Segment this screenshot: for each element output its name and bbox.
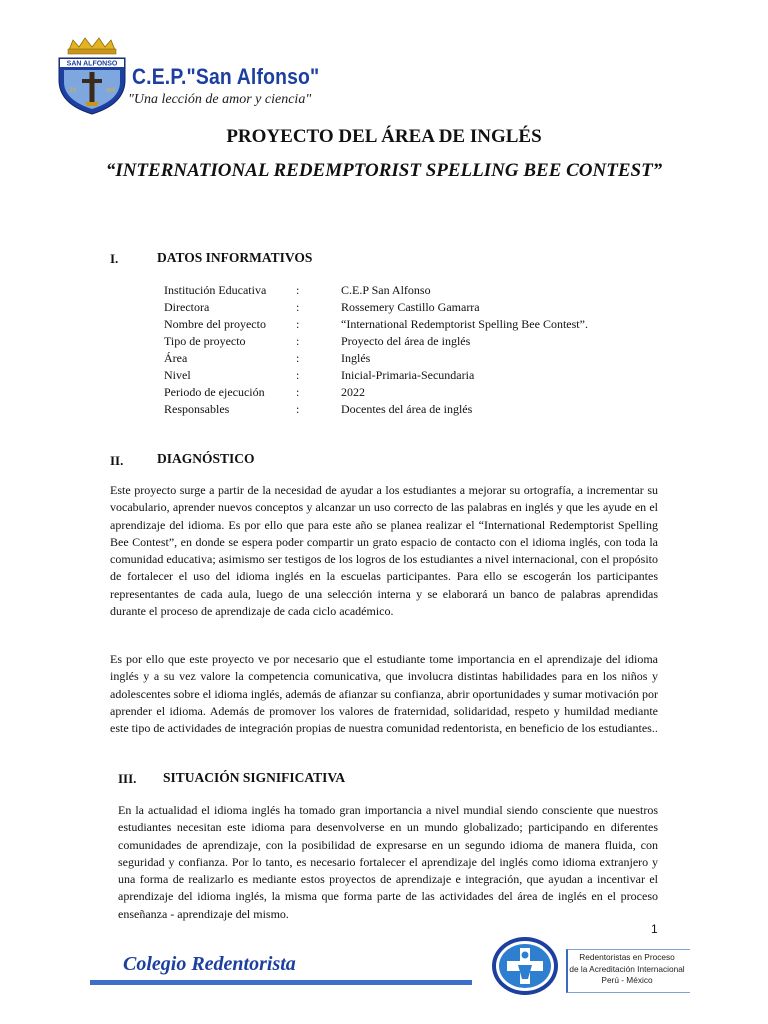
info-label: Tipo de proyecto xyxy=(164,334,246,348)
school-motto: "Una lección de amor y ciencia" xyxy=(128,92,312,107)
info-label: Nombre del proyecto xyxy=(164,317,266,331)
info-label: Institución Educativa xyxy=(164,283,267,297)
info-value: Proyecto del área de inglés xyxy=(341,334,471,348)
info-value: C.E.P San Alfonso xyxy=(341,283,431,297)
info-separator: : xyxy=(296,334,300,348)
info-value: Rossemery Castillo Gamarra xyxy=(341,300,480,314)
svg-text:SAN ALFONSO: SAN ALFONSO xyxy=(66,60,118,68)
school-crest-logo xyxy=(57,36,127,116)
document-subtitle: “INTERNATIONAL REDEMPTORIST SPELLING BEE CONTEST” xyxy=(105,160,663,181)
info-label: Directora xyxy=(164,300,210,314)
info-separator: : xyxy=(296,402,300,416)
footer-school-name: Colegio Redentorista xyxy=(123,953,296,975)
info-value: “International Redemptorist Spelling Bee Contest”. xyxy=(341,317,588,331)
section-1-number: I. xyxy=(110,251,119,266)
page-number: 1 xyxy=(651,922,658,936)
info-label: Área xyxy=(164,351,188,365)
situacion-paragraph: En la actualidad el idioma inglés ha tomado gran importancia a nivel mundial siendo consciente que nuestros estudiantes necesitan este idioma para desenvolverse en un mundo globalizado; participando en diferentes comunidades de aprendizaje, con la posibilidad de expresarse en un segundo idioma de manera fluida, con seguridad y confianza. Por lo tanto, es necesario fortalecer el aprendizaje del inglés como idioma extranjero y una forma de realizarlo es mediante estos proyectos de aprendizaje e integración, que ayudan a incentivar el aprendizaje del idioma inglés, la misma que forma parte de las actividades del área de inglés en el proceso enseñanza - aprendizaje del mismo. xyxy=(118,803,658,921)
info-separator: : xyxy=(296,300,300,314)
info-value: 2022 xyxy=(341,385,365,399)
document-title: PROYECTO DEL ÁREA DE INGLÉS xyxy=(226,126,542,147)
diagnostico-paragraph-2: Es por ello que este proyecto ve por necesario que el estudiante tome importancia en el aprendizaje del idioma inglés y a su vez valore la competencia comunicativa, que involucra distintas habilidades para en los niños y adolescentes sobre el idioma inglés, además de afianzar su confianza, abrir oportunidades y sumar motivación por aprender el idioma. Además de promover los valores de fraternidad, solidaridad, respeto y humildad mediante este tipo de actividades de integración propias de nuestra comunidad redentorista, en beneficio de los estudiantes.. xyxy=(110,652,658,736)
section-1-title: DATOS INFORMATIVOS xyxy=(157,250,313,265)
info-label: Nivel xyxy=(164,368,191,382)
info-label: Responsables xyxy=(164,402,230,416)
accreditation-line-1: Redentoristas en Proceso xyxy=(579,952,675,962)
info-separator: : xyxy=(296,385,300,399)
accreditation-line-2: de la Acreditación Internacional xyxy=(569,963,685,974)
svg-text:JS: JS xyxy=(69,88,77,94)
info-value: Inglés xyxy=(341,351,371,365)
footer-divider xyxy=(90,980,472,985)
info-separator: : xyxy=(296,317,300,331)
section-3-title: SITUACIÓN SIGNIFICATIVA xyxy=(163,770,346,785)
section-2-title: DIAGNÓSTICO xyxy=(157,451,255,466)
info-separator: : xyxy=(296,351,300,365)
accreditation-logo xyxy=(490,935,560,997)
info-separator: : xyxy=(296,283,300,297)
school-name: C.E.P."San Alfonso" xyxy=(132,64,320,89)
diagnostico-paragraph-1: Este proyecto surge a partir de la necesidad de ayudar a los estudiantes a mejorar su ortografía, a incrementar su vocabulario, aprender nuevos conceptos y alcanzar un uso correcto de las palabras en inglés y que les ayude en el aprendizaje del idioma. Es por ello que para este año se planea realizar el “International Redemptorist Spelling Bee Contest”, en donde se espera poder compartir un grato espacio de contacto con el idioma inglés, con toda la comunidad educativa; asimismo ser testigos de los logros de los estudiantes a nivel internacional, con el propósito de fortalecer el uso del idioma inglés en la escuelas participantes. Para ello se escogerán los participantes representantes de cada aula, luego de una selección interna y se elaborará un banco de palabras aprendidas durante el proceso de aprendizaje de cada ciclo académico. xyxy=(110,483,658,619)
section-3-number: III. xyxy=(118,771,137,786)
info-separator: : xyxy=(296,368,300,382)
section-2-number: II. xyxy=(110,453,124,468)
info-value: Docentes del área de inglés xyxy=(341,402,473,416)
accreditation-line-3: Perú - México xyxy=(601,975,653,985)
info-value: Inicial-Primaria-Secundaria xyxy=(341,368,475,382)
svg-text:MA: MA xyxy=(106,88,116,94)
accreditation-text xyxy=(566,952,688,987)
info-label: Periodo de ejecución xyxy=(164,385,265,399)
